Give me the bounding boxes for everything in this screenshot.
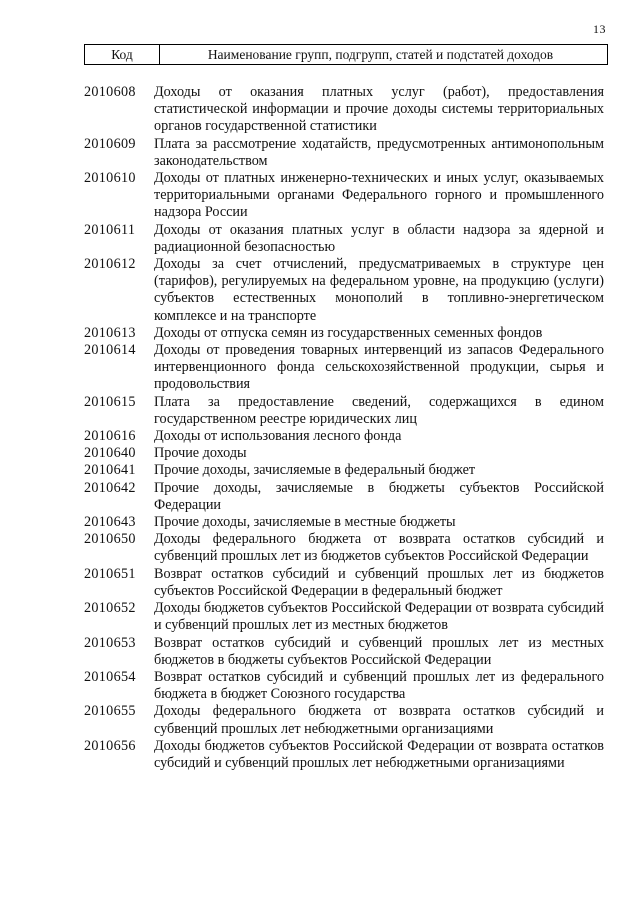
table-row [84,703,604,737]
page-number: 13 [593,22,606,36]
table-row [84,738,604,772]
row-description: Возврат остатков субсидий и субвенций прошлых лет из федерального бюджета в бюджет Союзного государства [154,668,604,703]
row-code: 2010608 [84,84,136,100]
row-description: Доходы от оказания платных услуг в области надзора за ядерной и радиационной безопасностью [154,221,604,255]
row-description: Доходы федерального бюджета от возврата остатков субсидий и субвенций прошлых лет небюджетными организациями [154,703,604,737]
table-row [84,84,604,136]
table-row [84,394,604,428]
table-row [84,256,604,325]
row-description: Прочие доходы, зачисляемые в бюджеты субъектов Российской Федерации [154,479,604,513]
table-row [84,462,604,479]
income-code-list [84,84,604,772]
row-code: 2010650 [84,531,136,548]
table-row [84,170,604,222]
row-code: 2010613 [84,324,136,341]
table-row [84,480,604,514]
table-row [84,222,604,256]
row-description: Прочие доходы, зачисляемые в местные бюджеты [154,514,456,531]
row-code: 2010655 [84,703,136,720]
row-code: 2010653 [84,634,136,651]
row-code: 2010609 [84,135,136,152]
row-description: Прочие доходы [154,445,247,462]
row-code: 2010640 [84,445,136,462]
code-column-header: Код [85,45,160,64]
row-description: Доходы от проведения товарных интервенций из запасов Федерального интервенционного фонда сельскохозяйственной продукции, сырья и продовольствия [154,342,604,393]
table-row [84,635,604,669]
row-code: 2010656 [84,737,136,754]
table-row [84,325,604,342]
row-description: Возврат остатков субсидий и субвенций прошлых лет из бюджетов субъектов Российской Федерации в федеральный бюджет [154,565,604,599]
table-header [84,44,608,65]
row-description: Доходы от платных инженерно-технических и иных услуг, оказываемых территориальными органами Федерального горного и промышленного надзора России [154,170,604,221]
row-description: Доходы бюджетов субъектов Российской Федерации от возврата остатков субсидий и субвенций прошлых лет небюджетными организациями [154,737,604,771]
table-row [84,531,604,565]
row-description: Прочие доходы, зачисляемые в федеральный бюджет [154,462,476,479]
row-code: 2010615 [84,393,136,410]
table-row [84,566,604,600]
table-row [84,445,604,462]
row-code: 2010651 [84,565,136,582]
row-code: 2010641 [84,462,136,479]
row-code: 2010652 [84,600,136,617]
row-description: Доходы за счет отчислений, предусматриваемых в структуре цен (тарифов), регулируемых на федеральном уровне, на продукцию (услуги) субъектов естественных монополий в топливно-энергетическом комплексе и на транспорте [154,256,604,324]
table-row [84,342,604,394]
row-description: Доходы от отпуска семян из государственных семенных фондов [154,324,543,341]
row-description: Плата за предоставление сведений, содержащихся в едином государственном реестре юридических лиц [154,393,604,427]
row-description: Доходы от оказания платных услуг (работ), предоставления статистической информации и прочие доходы системы территориальных органов государственной статистики [154,84,604,135]
row-description: Доходы бюджетов субъектов Российской Федерации от возврата субсидий и субвенций прошлых лет из местных бюджетов [154,600,604,634]
row-code: 2010614 [84,342,136,359]
row-code: 2010610 [84,170,136,187]
name-column-header: Наименование групп, подгрупп, статей и подстатей доходов [207,47,554,62]
table-row [84,514,604,531]
row-description: Возврат остатков субсидий и субвенций прошлых лет из местных бюджетов в бюджеты субъектов Российской Федерации [154,634,604,668]
table-row [84,669,604,703]
row-code: 2010616 [84,428,136,445]
table-row [84,600,604,634]
row-code: 2010611 [84,221,136,238]
row-code: 2010642 [84,479,136,496]
table-row [84,136,604,170]
row-description: Доходы федерального бюджета от возврата остатков субсидий и субвенций прошлых лет из бюджетов субъектов Российской Федерации [154,531,604,565]
row-code: 2010654 [84,668,136,685]
table-row [84,428,604,445]
row-code: 2010643 [84,514,136,531]
row-description: Доходы от использования лесного фонда [154,428,402,445]
row-code: 2010612 [84,256,136,273]
row-description: Плата за рассмотрение ходатайств, предусмотренных антимонопольным законодательством [154,135,604,169]
